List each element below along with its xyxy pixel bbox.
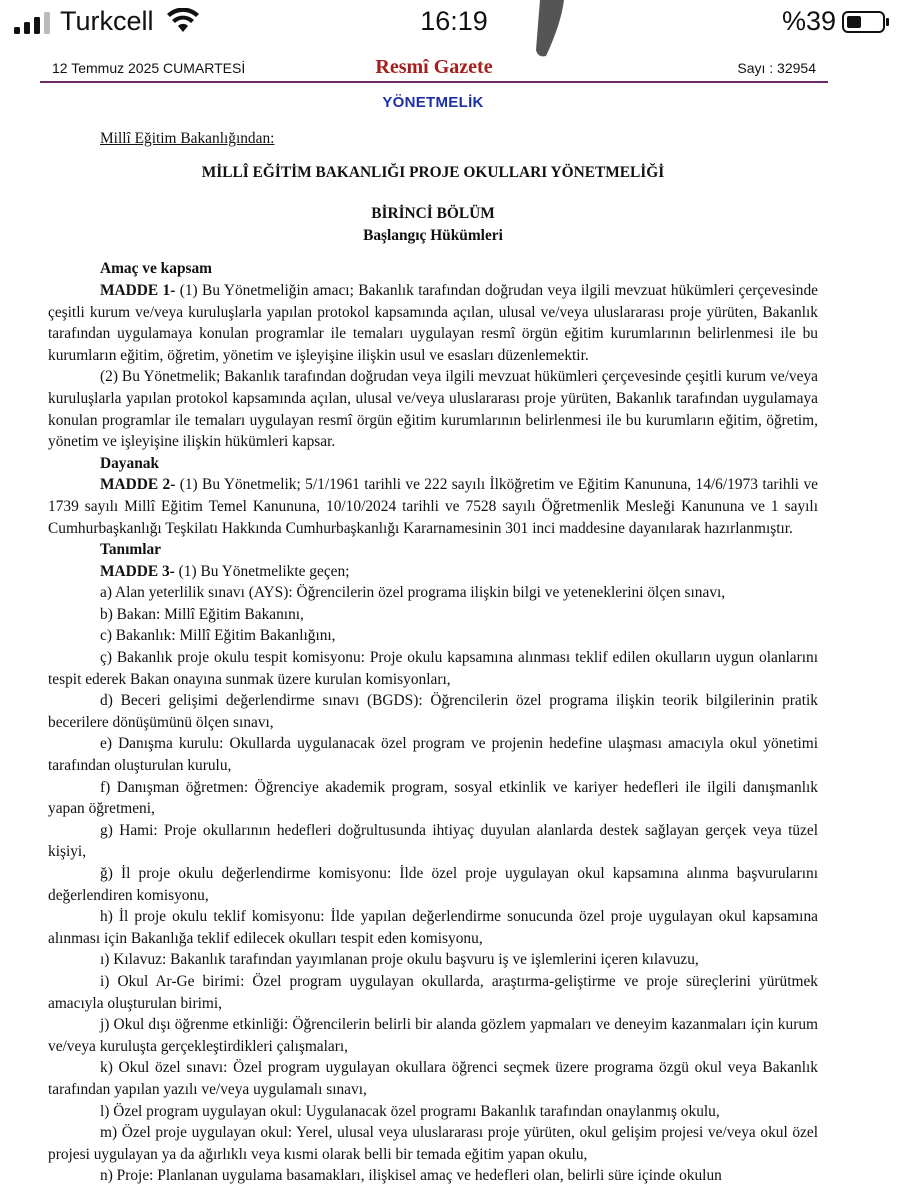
definition-item: ç) Bakanlık proje okulu tespit komisyonu: Proje okulu kapsamına alınması teklif edilen okulların uygun olanlarını tespit ederek Bakan onayına sunmak üzere kurulan komisyonları, (48, 649, 818, 688)
gazette-header (40, 56, 828, 82)
definition-item: c) Bakanlık: Millî Eğitim Bakanlığını, (100, 627, 336, 645)
article-2-para-1 (48, 474, 818, 539)
definition-item: l) Özel program uygulayan okul: Uygulanacak özel programı Bakanlık tarafından onaylanmış okulu, (100, 1102, 720, 1120)
definition-item: g) Hami: Proje okullarının hedefleri doğrultusunda ihtiyaç duyulan alanlarda destek sağlayan gerçek veya tüzel kişiyi, (48, 821, 818, 861)
definition-item: i) Okul Ar-Ge birimi: Özel program uygulayan okullarda, araştırma-geliştirme ve proje süreçlerini yürütmek amacıyla oluşturulan birimi, (48, 972, 818, 1012)
definition-item: ı) Kılavuz: Bakanlık tarafından yayımlanan proje okulu başvuru iş ve işlemlerini içeren kılavuzu, (100, 951, 699, 969)
article-3-para-1 (48, 561, 818, 583)
definition-item: d) Beceri gelişimi değerlendirme sınavı (BGDS): Öğrencilerin özel programa ilişkin teorik bilgilerinin pratik becerilere dönüşümünü ölçen sınavı, (48, 692, 818, 731)
definition-item: ğ) İl proje okulu değerlendirme komisyonu: İlde özel proje uygulayan okul kapsamına alınma başvurularını değerlendiren komisyonu, (48, 865, 818, 904)
regulation-title: MİLLÎ EĞİTİM BAKANLIĞI PROJE OKULLARI YÖNETMELİĞİ (201, 163, 665, 181)
article-1-label: MADDE 1- (100, 281, 176, 299)
definition-item: n) Proje: Planlanan uygulama basamakları, ilişkisel amaç ve hedefleri olan, belirli süre içinde okulun (100, 1167, 722, 1185)
definition-item: m) Özel proje uygulayan okul: Yerel, ulusal veya uluslararası proje yürüten, okul gelişim projesi ve/veya okul özel projesi uygulayan ya da ağırlıklı veya kısmi olarak belli bir temada eğitim yapan okulu, (48, 1124, 818, 1163)
definition-item: k) Okul özel sınavı: Özel program uygulayan okullara öğrenci seçmek üzere programa özgü okul veya Bakanlık tarafından yapılan yazılı ve/veya uygulamalı sınavı, (48, 1059, 818, 1098)
article-2-label: MADDE 2- (100, 476, 176, 494)
battery-icon (842, 11, 890, 33)
header-divider (40, 81, 828, 83)
definition-item: f) Danışman öğretmen: Öğrenciye akademik program, sosyal etkinlik ve kariyer hedefleri ile ilgili danışmanlık yapan öğretmeni, (48, 778, 818, 818)
gazette-date: 12 Temmuz 2025 CUMARTESİ (52, 60, 246, 76)
status-bar (0, 0, 908, 46)
article-1-para-1 (48, 280, 818, 366)
definition-item: b) Bakan: Millî Eğitim Bakanını, (100, 605, 304, 623)
article-3-label: MADDE 3- (100, 562, 175, 580)
issuer-line: Millî Eğitim Bakanlığından: (100, 130, 275, 147)
definition-item: a) Alan yeterlilik sınavı (AYS): Öğrencilerin özel programa ilişkin bilgi ve yeteneklerini ölçen sınavı, (100, 584, 726, 602)
definition-item: e) Danışma kurulu: Okullarda uygulanacak özel program ve projenin hedefine ulaşması amacıyla okul yönetimi tarafından oluşturulan kurulu, (48, 735, 818, 775)
clock-time: 16:19 (420, 6, 488, 36)
heading-tanimlar: Tanımlar (100, 541, 162, 559)
document-body (48, 128, 818, 1187)
finger-shadow-icon (528, 0, 568, 58)
heading-amac: Amaç ve kapsam (100, 260, 213, 278)
section-label: YÖNETMELİK (382, 94, 484, 111)
chapter-subtitle: Başlangıç Hükümleri (363, 226, 503, 244)
definition-item: j) Okul dışı öğrenme etkinliği: Öğrencilerin belirli bir alanda gözlem yapmaları ve deneyim kazanmaları için kurum ve/veya kuruluşta gerçekleştirdikleri çalışmaları, (48, 1016, 818, 1055)
article-1-text: (1) Bu Yönetmeliğin amacı; Bakanlık tarafından doğrudan veya ilgili mevzuat hükümleri çerçevesinde çeşitli kurum ve/veya kuruluşlarla yapılan protokol kapsamında açılan, ulusal ve/veya uluslararası proje yürüten, Bakanlık tarafından uygulamaya konulan programlar ile temaları uygulayan resmî örgün eğitim kurumlarının belirlenmesi ile bu kurumların eğitim, öğretim, yönetim ve işleyişine ilişkin usul ve esasları düzenlemektir. (48, 281, 818, 364)
article-2-text: (1) Bu Yönetmelik; 5/1/1961 tarihli ve 222 sayılı İlköğretim ve Eğitim Kanununa, 14/6/1973 tarihli ve 1739 sayılı Millî Eğitim Temel Kanununa, 10/10/2024 tarihli ve 7528 sayılı Öğretmenlik Mesleği Kanununa ve 1 sayılı Cumhurbaşkanlığı Teşkilatı Hakkında Cumhurbaşkanlığı Kararnamesinin 301 inci maddesine dayanılarak hazırlanmıştır. (48, 476, 818, 537)
chapter-heading: BİRİNCİ BÖLÜM (371, 205, 495, 223)
article-3-text: (1) Bu Yönetmelikte geçen; (174, 562, 350, 580)
article-1-para-2: (2) Bu Yönetmelik; Bakanlık tarafından doğrudan veya ilgili mevzuat hükümleri çerçevesinde çeşitli kurum ve/veya kuruluşlarla yapılan protokol kapsamında açılan, ulusal ve/veya uluslararası proje yürüten, Bakanlık tarafından uygulamaya konulan programlar ile temaları uygulayan resmî örgün eğitim kurumlarının belirlenmesi ile bu kurumların eğitim, öğretim, yönetim ve işleyişine ilişkin hükümleri kapsar. (48, 368, 818, 451)
battery-percentage: %39 (782, 6, 837, 36)
gazette-title: Resmî Gazete (375, 56, 493, 78)
carrier-label: Turkcell (60, 6, 154, 36)
definition-item: h) İl proje okulu teklif komisyonu: İlde yapılan değerlendirme sonucunda özel proje uygulayan okul kapsamına alınması için Bakanlığa teklif edilecek okulları tespit eden komisyonu, (48, 908, 818, 947)
gazette-issue-number: Sayı : 32954 (737, 60, 816, 76)
heading-dayanak: Dayanak (100, 454, 160, 472)
